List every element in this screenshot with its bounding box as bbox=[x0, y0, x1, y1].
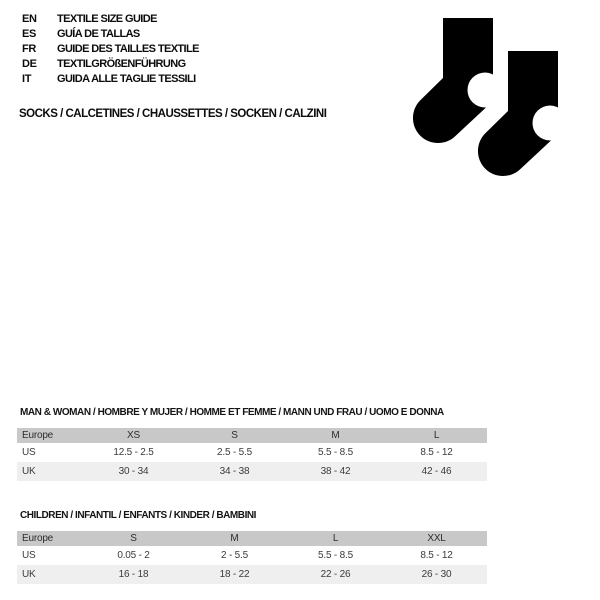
column-header: M bbox=[184, 531, 285, 546]
table-row bbox=[17, 443, 487, 462]
table-title: MAN & WOMAN / HOMBRE Y MUJER / HOMME ET FEMME / MANN UND FRAU / UOMO E DONNA bbox=[20, 407, 444, 418]
region-cell: US bbox=[22, 447, 36, 458]
size-table-children bbox=[17, 510, 487, 584]
region-cell: UK bbox=[22, 466, 36, 477]
column-header: L bbox=[285, 531, 386, 546]
size-cell: 26 - 30 bbox=[421, 569, 452, 580]
table-row bbox=[17, 462, 487, 481]
language-row bbox=[22, 28, 199, 43]
size-cell: 0.05 - 2 bbox=[117, 550, 150, 561]
region-cell: UK bbox=[22, 569, 36, 580]
language-code: IT bbox=[22, 73, 32, 85]
language-label: TEXTILGRÖßENFÜHRUNG bbox=[57, 58, 186, 70]
column-header: M bbox=[285, 428, 386, 443]
table-title: CHILDREN / INFANTIL / ENFANTS / KINDER / BAMBINI bbox=[20, 510, 256, 521]
size-table-men-women bbox=[17, 407, 487, 481]
size-cell: 42 - 46 bbox=[421, 466, 452, 477]
column-header: XXL bbox=[386, 531, 487, 546]
language-label: GUÍA DE TALLAS bbox=[57, 28, 140, 40]
size-cell: 8.5 - 12 bbox=[420, 447, 453, 458]
language-label: TEXTILE SIZE GUIDE bbox=[57, 13, 157, 25]
size-cell: 34 - 38 bbox=[219, 466, 250, 477]
size-table bbox=[17, 531, 487, 584]
size-cell: 30 - 34 bbox=[118, 466, 149, 477]
table-row bbox=[17, 546, 487, 565]
language-code: ES bbox=[22, 28, 37, 40]
language-list bbox=[22, 13, 199, 88]
table-header-row bbox=[17, 428, 487, 443]
size-cell: 2.5 - 5.5 bbox=[217, 447, 252, 458]
language-label: GUIDE DES TAILLES TEXTILE bbox=[57, 43, 199, 55]
language-label: GUIDA ALLE TAGLIE TESSILI bbox=[57, 73, 196, 85]
language-row bbox=[22, 73, 199, 88]
region-cell: US bbox=[22, 550, 36, 561]
size-cell: 16 - 18 bbox=[118, 569, 149, 580]
size-cell: 22 - 26 bbox=[320, 569, 351, 580]
column-header: S bbox=[184, 428, 285, 443]
language-row bbox=[22, 58, 199, 73]
column-header: L bbox=[386, 428, 487, 443]
socks-icon bbox=[405, 10, 575, 195]
language-row bbox=[22, 13, 199, 28]
column-header: Europe bbox=[17, 428, 83, 443]
size-table bbox=[17, 428, 487, 481]
category-heading: SOCKS / CALCETINES / CHAUSSETTES / SOCKEN / CALZINI bbox=[19, 108, 327, 120]
language-code: FR bbox=[22, 43, 37, 55]
language-code: DE bbox=[22, 58, 37, 70]
language-row bbox=[22, 43, 199, 58]
table-header-row bbox=[17, 531, 487, 546]
size-cell: 5.5 - 8.5 bbox=[318, 447, 353, 458]
size-cell: 18 - 22 bbox=[219, 569, 250, 580]
size-cell: 38 - 42 bbox=[320, 466, 351, 477]
size-cell: 5.5 - 8.5 bbox=[318, 550, 353, 561]
column-header: S bbox=[83, 531, 184, 546]
sock-left-icon bbox=[413, 18, 503, 143]
size-cell: 12.5 - 2.5 bbox=[113, 447, 154, 458]
column-header: XS bbox=[83, 428, 184, 443]
table-row bbox=[17, 565, 487, 584]
size-cell: 2 - 5.5 bbox=[221, 550, 248, 561]
language-code: EN bbox=[22, 13, 37, 25]
size-cell: 8.5 - 12 bbox=[420, 550, 453, 561]
column-header: Europe bbox=[17, 531, 83, 546]
